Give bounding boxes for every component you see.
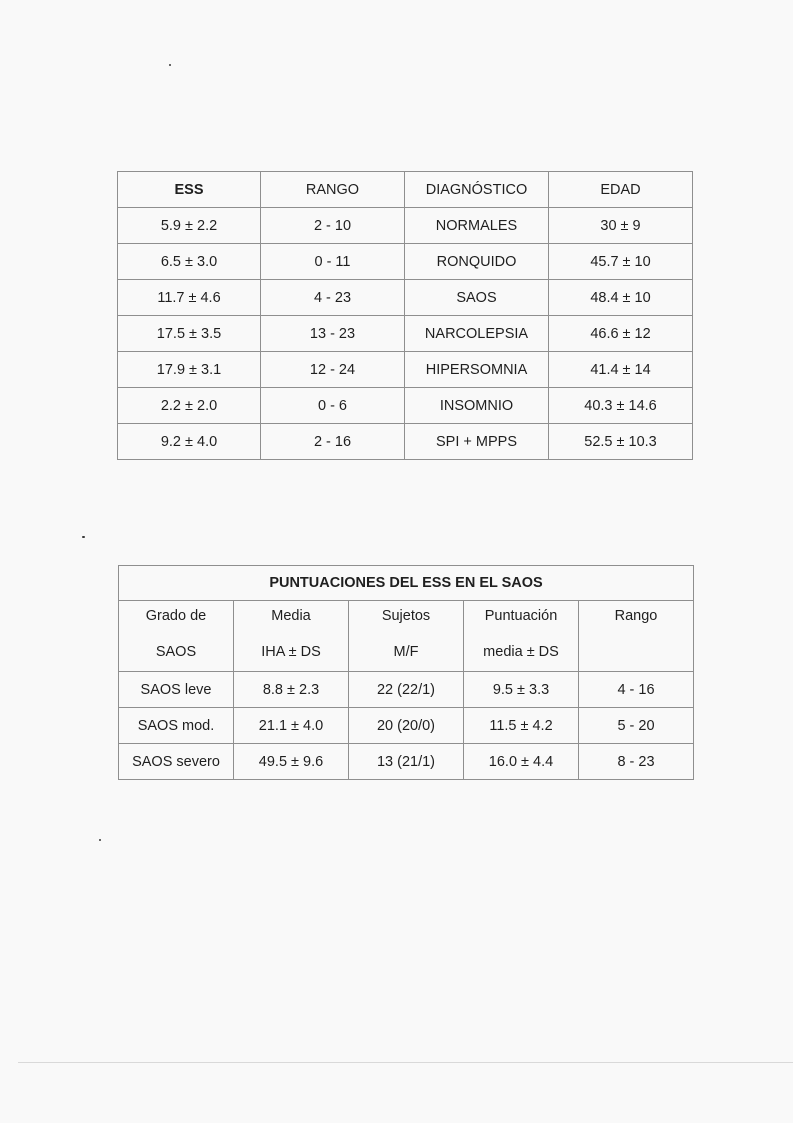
cell-media: 49.5 ± 9.6	[234, 744, 349, 780]
header-line2: IHA ± DS	[261, 644, 321, 660]
cell-diagnostico: RONQUIDO	[405, 244, 549, 280]
scan-speck	[169, 64, 171, 66]
cell-diagnostico: SAOS	[405, 280, 549, 316]
header-line1: Grado de	[145, 608, 207, 624]
header-rango: RANGO	[261, 172, 405, 208]
cell-grado: SAOS leve	[119, 672, 234, 708]
cell-edad: 45.7 ± 10	[549, 244, 693, 280]
header-line2: SAOS	[155, 644, 197, 660]
cell-media: 21.1 ± 4.0	[234, 708, 349, 744]
cell-puntuacion: 16.0 ± 4.4	[464, 744, 579, 780]
cell-ess: 5.9 ± 2.2	[118, 208, 261, 244]
header-grado	[119, 601, 234, 672]
table-title-row	[119, 566, 694, 601]
header-line2: media ± DS	[483, 644, 559, 660]
cell-edad: 52.5 ± 10.3	[549, 424, 693, 460]
header-sujetos	[349, 601, 464, 672]
cell-rango: 12 - 24	[261, 352, 405, 388]
cell-ess: 2.2 ± 2.0	[118, 388, 261, 424]
header-line1: Puntuación	[484, 608, 558, 624]
cell-rango: 4 - 16	[579, 672, 694, 708]
cell-diagnostico: HIPERSOMNIA	[405, 352, 549, 388]
cell-sujetos: 20 (20/0)	[349, 708, 464, 744]
header-media	[234, 601, 349, 672]
cell-ess: 6.5 ± 3.0	[118, 244, 261, 280]
table-row	[119, 744, 694, 780]
cell-edad: 48.4 ± 10	[549, 280, 693, 316]
table-header-row	[119, 601, 694, 672]
table-row	[118, 424, 693, 460]
cell-edad: 30 ± 9	[549, 208, 693, 244]
cell-rango: 0 - 11	[261, 244, 405, 280]
cell-puntuacion: 9.5 ± 3.3	[464, 672, 579, 708]
scan-speck	[99, 839, 101, 841]
cell-edad: 46.6 ± 12	[549, 316, 693, 352]
header-puntuacion	[464, 601, 579, 672]
cell-grado: SAOS severo	[119, 744, 234, 780]
table-row	[119, 708, 694, 744]
table-header-row	[118, 172, 693, 208]
cell-ess: 9.2 ± 4.0	[118, 424, 261, 460]
header-line1: Rango	[614, 608, 658, 624]
cell-diagnostico: INSOMNIO	[405, 388, 549, 424]
scan-speck	[82, 536, 85, 538]
header-rango	[579, 601, 694, 672]
cell-rango: 13 - 23	[261, 316, 405, 352]
table-row	[118, 352, 693, 388]
table-row	[118, 208, 693, 244]
cell-rango: 4 - 23	[261, 280, 405, 316]
cell-edad: 41.4 ± 14	[549, 352, 693, 388]
cell-sujetos: 13 (21/1)	[349, 744, 464, 780]
cell-rango: 2 - 16	[261, 424, 405, 460]
ess-diagnosis-table	[117, 171, 693, 460]
cell-diagnostico: NORMALES	[405, 208, 549, 244]
cell-diagnostico: NARCOLEPSIA	[405, 316, 549, 352]
cell-edad: 40.3 ± 14.6	[549, 388, 693, 424]
table-row	[119, 672, 694, 708]
header-edad: EDAD	[549, 172, 693, 208]
header-line2: M/F	[393, 644, 419, 660]
cell-grado: SAOS mod.	[119, 708, 234, 744]
table-row	[118, 280, 693, 316]
table-row	[118, 316, 693, 352]
cell-ess: 17.9 ± 3.1	[118, 352, 261, 388]
header-ess: ESS	[118, 172, 261, 208]
cell-rango: 0 - 6	[261, 388, 405, 424]
header-line1: Media	[271, 608, 311, 624]
header-diagnostico: DIAGNÓSTICO	[405, 172, 549, 208]
cell-puntuacion: 11.5 ± 4.2	[464, 708, 579, 744]
cell-rango: 5 - 20	[579, 708, 694, 744]
saos-scores-table	[118, 565, 694, 780]
header-line1: Sujetos	[381, 608, 431, 624]
cell-rango: 8 - 23	[579, 744, 694, 780]
table-row	[118, 244, 693, 280]
cell-ess: 11.7 ± 4.6	[118, 280, 261, 316]
cell-rango: 2 - 10	[261, 208, 405, 244]
cell-sujetos: 22 (22/1)	[349, 672, 464, 708]
table-title: PUNTUACIONES DEL ESS EN EL SAOS	[119, 566, 694, 601]
cell-ess: 17.5 ± 3.5	[118, 316, 261, 352]
cell-media: 8.8 ± 2.3	[234, 672, 349, 708]
table-row	[118, 388, 693, 424]
cell-diagnostico: SPI + MPPS	[405, 424, 549, 460]
page-edge	[18, 1062, 793, 1063]
